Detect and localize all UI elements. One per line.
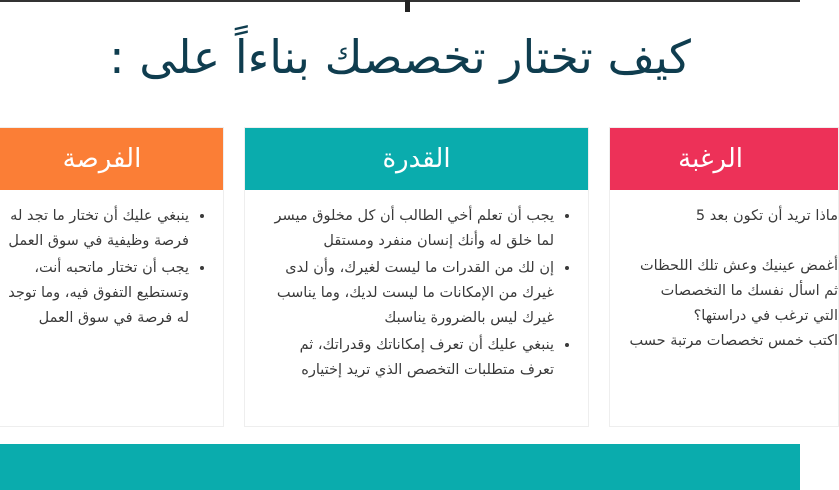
desire-card-body bbox=[610, 190, 838, 354]
desire-text-line: ماذا تريد أن تكون بعد 5 bbox=[695, 208, 838, 224]
desire-card-title: الرغبة bbox=[678, 144, 743, 174]
desire-text-line: اكتب خمس تخصصات مرتبة حسب bbox=[629, 333, 838, 349]
desire-card-header bbox=[610, 128, 838, 190]
list-item: • ينبغي عليك أن تختار ما تجد له فرصة وظيفية في سوق العمل bbox=[0, 204, 189, 254]
desire-text-line: التي ترغب في دراستها؟ bbox=[693, 308, 838, 324]
desire-text-line: ثم اسأل نفسك ما التخصصات bbox=[660, 283, 838, 299]
list-item: • يجب أن تختار ماتحبه أنت، وتستطيع التفوق فيه، وما توجد له فرصة في سوق العمل bbox=[0, 256, 189, 331]
ability-list bbox=[261, 204, 572, 383]
opportunity-card bbox=[0, 127, 224, 427]
desire-text-line: أغمض عينيك وعش تلك اللحظات bbox=[640, 258, 838, 274]
list-item: • يجب أن تعلم أخي الطالب أن كل مخلوق ميسر لما خلق له وأنك إنسان منفرد ومستقل bbox=[261, 204, 554, 254]
ability-card bbox=[244, 127, 589, 427]
desire-card bbox=[609, 127, 839, 427]
ability-card-title: القدرة bbox=[382, 144, 451, 174]
ability-card-header bbox=[245, 128, 588, 190]
opportunity-card-header bbox=[0, 128, 223, 190]
desire-text-line bbox=[626, 229, 838, 254]
list-item: • إن لك من القدرات ما ليست لغيرك، وأن لدى غيرك من الإمكانات ما ليست لديك، وما يناسب غيرك ليس بالضرورة يناسبك bbox=[261, 256, 554, 331]
ability-card-body bbox=[245, 190, 588, 383]
opportunity-card-body bbox=[0, 190, 223, 331]
top-tick-mark bbox=[405, 0, 410, 12]
page-title: كيف تختار تخصصك بناءاً على : bbox=[109, 30, 691, 84]
list-item: • ينبغي عليك أن تعرف إمكاناتك وقدراتك، ثم تعرف متطلبات التخصص الذي تريد إختياره bbox=[261, 333, 554, 383]
top-divider-line bbox=[0, 0, 800, 2]
opportunity-card-title: الفرصة bbox=[62, 144, 142, 174]
bottom-band bbox=[0, 444, 800, 490]
opportunity-list bbox=[0, 204, 207, 331]
